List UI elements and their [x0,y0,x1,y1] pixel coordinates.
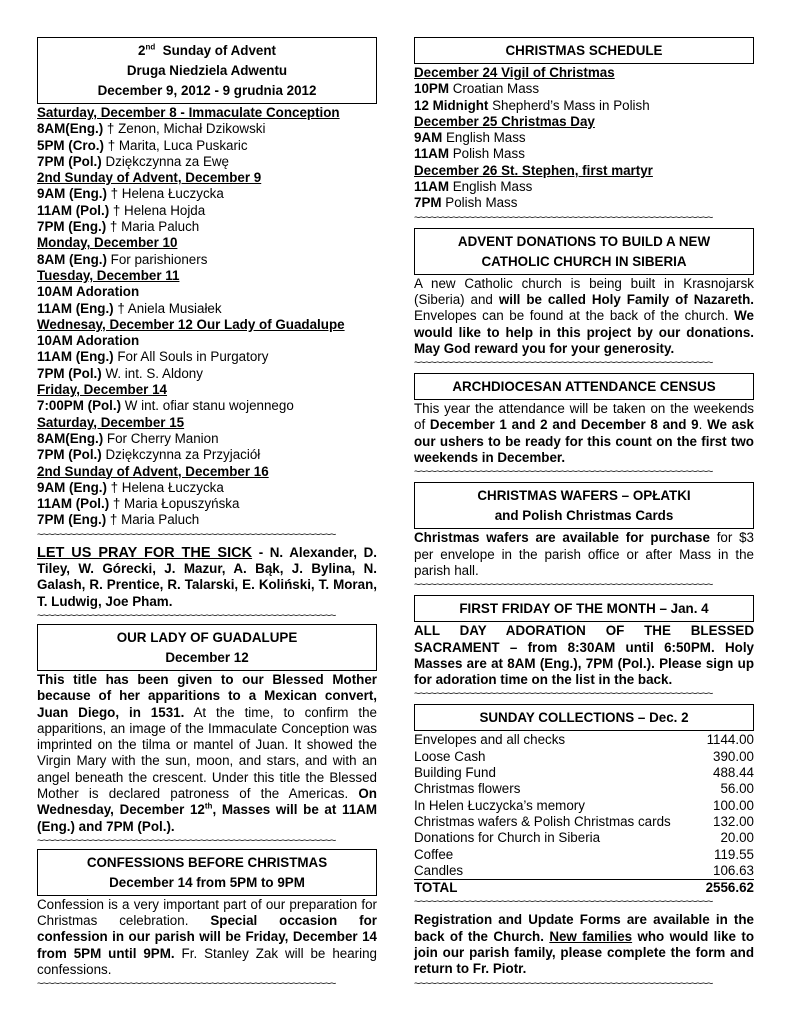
mass-intention: English Mass [448,179,533,195]
schedule-mass-line [37,496,377,512]
schedule-mass-line [37,349,377,365]
collection-row [414,830,754,846]
schedule-day-heading: 2nd Sunday of Advent, December 16 [37,463,269,479]
schedule-mass-line [37,480,377,496]
header-polish: Druga Niedziela Adwentu [126,63,288,78]
mass-time: 7PM (Pol.) [37,153,102,169]
total-label: TOTAL [414,880,700,897]
schedule-day-heading: Monday, December 10 [37,235,178,251]
divider: ~~~~~~~~~~~~~~~~~~~~~~~~~~~~~~~~~~~~~~~~~~~~~~~~~~~~~~~ [37,528,336,541]
divider: ~~~~~~~~~~~~~~~~~~~~~~~~~~~~~~~~~~~~~~~~~~~~~~~~~~~~~~~ [37,978,336,991]
mass-intention: Polish Mass [448,146,525,162]
collection-label: Loose Cash [414,748,486,764]
collections-title: SUNDAY COLLECTIONS – Dec. 2 [479,710,689,726]
mass-intention: † Helena Łuczycka [106,479,224,495]
collections-box [414,704,754,731]
collection-amount: 100.00 [713,797,754,813]
schedule-mass-line [37,186,377,202]
mass-intention: English Mass [442,130,526,146]
prayer-for-sick [37,545,377,610]
divider: ~~~~~~~~~~~~~~~~~~~~~~~~~~~~~~~~~~~~~~~~~~~~~~~~~~~~~~~ [37,609,336,622]
wafers-text: Christmas wafers are available for purchase for $3 per envelope in the parish office or after Mass in the parish hall. [414,530,754,578]
collection-label: In Helen Łuczycka’s memory [414,797,585,813]
mass-time: 7:00PM (Pol.) [37,398,122,414]
mass-intention: For Cherry Manion [103,430,219,446]
collection-amount: 20.00 [720,830,754,846]
mass-time: 11AM (Eng.) [37,300,114,316]
wafers-title-1: CHRISTMAS WAFERS – OPŁATKI [477,488,691,504]
mass-time: 8AM(Eng.) [37,121,104,137]
schedule-mass-line [414,179,754,195]
collection-label: Donations for Church in Siberia [414,830,601,846]
mass-intention: † Maria Paluch [106,512,200,528]
schedule-mass-line [37,252,377,268]
mass-time: 11AM (Pol.) [37,202,110,218]
collection-amount: 132.00 [713,813,754,829]
schedule-day-heading: Tuesday, December 11 [37,267,180,283]
schedule-mass-line [414,146,754,162]
divider: ~~~~~~~~~~~~~~~~~~~~~~~~~~~~~~~~~~~~~~~~~~~~~~~~~~~~~~~ [414,896,713,909]
mass-intention: † Maria Paluch [106,219,200,235]
mass-intention: W. int. S. Aldony [101,365,203,381]
schedule-day-heading: Saturday, December 15 [37,414,185,430]
collection-amount: 106.63 [713,862,754,878]
schedule-mass-line [414,98,754,114]
mass-time: 9AM (Eng.) [37,186,107,202]
mass-time: 7PM (Eng.) [37,512,107,528]
schedule-day-heading: December 26 St. Stephen, first martyr [414,162,653,178]
header-dates: December 9, 2012 - 9 grudnia 2012 [97,83,317,98]
schedule-mass-line [37,203,377,219]
christmas-schedule-box [414,37,754,64]
schedule-mass-line [37,301,377,317]
mass-time: 7PM [414,195,442,211]
mass-intention: Polish Mass [441,195,518,211]
wafers-title-2: and Polish Christmas Cards [494,508,674,524]
guadalupe-date: December 12 [165,649,249,665]
schedule-day-heading: December 25 Christmas Day [414,113,595,129]
collection-row [414,814,754,830]
siberia-box [414,228,754,275]
mass-time: 9AM (Eng.) [37,479,107,495]
mass-time: 11AM [414,146,449,162]
collection-row [414,781,754,797]
schedule-mass-line [37,333,377,349]
confessions-text: Confession is a very important part of our preparation for Christmas celebration. Special occasion for confession in our parish will be Friday, December 14 from 5PM until 9PM. Fr. Stanley Zak will be hearing confessions. [37,896,378,978]
collection-label: Candles [414,862,464,878]
mass-intention: † Helena Łuczycka [106,186,224,202]
mass-time: 7PM (Pol.) [37,365,102,381]
mass-intention: W int. ofiar stanu wojennego [121,398,294,414]
mass-time: 10PM [414,81,449,97]
schedule-mass-line [37,138,377,154]
sick-heading: LET US PRAY FOR THE SICK [37,544,253,561]
collection-amount: 119.55 [714,846,754,862]
siberia-text: A new Catholic church is being built in Krasnojarsk (Siberia) and will be called Holy Family of Nazareth. Envelopes can be found at the back of the church. We would like to help in this project by our donations. May God reward you for your generosity. [414,275,754,356]
mass-time: 11AM (Eng.) [37,349,114,365]
mass-intention: Shepherd’s Mass in Polish [488,97,650,113]
first-friday-text: ALL DAY ADORATION OF THE BLESSED SACRAMENT – from 8:30AM until 6:50PM. Holy Masses are at 8AM (Eng.), 7PM (Pol.). Please sign up for adoration time on the list in the back. [414,623,754,688]
schedule-mass-line [37,219,377,235]
christmas-schedule [414,65,754,212]
mass-intention: † Marita, Luca Puskaric [103,137,248,153]
divider: ~~~~~~~~~~~~~~~~~~~~~~~~~~~~~~~~~~~~~~~~~~~~~~~~~~~~~~~ [414,357,713,370]
collections-table [414,732,754,896]
schedule-mass-line [37,431,377,447]
collection-amount: 390.00 [713,748,754,764]
collection-amount: 56.00 [720,781,754,797]
schedule-mass-line [37,512,377,528]
collection-label: Christmas wafers & Polish Christmas cards [414,813,671,829]
siberia-title-1: ADVENT DONATIONS TO BUILD A NEW [457,233,711,249]
mass-intention: For All Souls in Purgatory [113,349,269,365]
header-box [37,37,377,104]
census-box [414,373,754,400]
mass-intention: † Zenon, Michał Dzikowski [103,121,266,137]
schedule-mass-line [414,195,754,211]
mass-intention: Dziękczynna za Ewę [101,153,229,169]
schedule-day-heading: Wednesay, December 12 Our Lady of Guadalupe [37,316,345,332]
schedule-mass-line [37,398,377,414]
mass-time: 8AM(Eng.) [37,430,104,446]
mass-time: 10AM Adoration [37,284,140,300]
collection-label: Christmas flowers [414,781,521,797]
mass-time: 10AM Adoration [37,333,140,349]
mass-time: 7PM (Eng.) [37,219,107,235]
mass-time: 11AM [414,179,449,195]
census-title: ARCHDIOCESAN ATTENDANCE CENSUS [452,379,716,395]
mass-time: 5PM (Cro.) [37,137,104,153]
guadalupe-text: This title has been given to our Blessed Mother because of her apparitions to a Mexican convert, Juan Diego, in 1531. At the time, to confirm the apparitions, an image of the Immaculate Conception was imprinted on the tilma or mantel of Juan. It showed the Virgin Mary with the sun, moon, and stars, and with an angel beneath the crescent. Under this title the Blessed Mother is declared patroness of the Americas. On Wednesday, December 12th, Masses will be at 11AM (Eng.) and 7PM (Pol.). [37,671,377,834]
mass-time: 12 Midnight [414,97,489,113]
schedule-mass-line [37,366,377,382]
divider: ~~~~~~~~~~~~~~~~~~~~~~~~~~~~~~~~~~~~~~~~~~~~~~~~~~~~~~~ [414,211,713,224]
schedule-mass-line [414,81,754,97]
mass-intention: † Maria Łopuszyńska [109,496,240,512]
guadalupe-title: OUR LADY OF GUADALUPE [116,629,298,645]
divider: ~~~~~~~~~~~~~~~~~~~~~~~~~~~~~~~~~~~~~~~~~~~~~~~~~~~~~~~ [414,466,713,479]
schedule-day-heading: Friday, December 14 [37,382,168,398]
registration-text: Registration and Update Forms are available in the back of the Church. New families who would like to join our parish family, please complete the form and return to Fr. Piotr. [414,912,754,977]
collection-row [414,765,754,781]
mass-time: 8AM (Eng.) [37,251,107,267]
first-friday-box [414,595,754,622]
mass-time: 7PM (Pol.) [37,447,102,463]
collection-amount: 488.44 [713,765,754,781]
schedule-mass-line [37,284,377,300]
confessions-box [37,849,377,896]
collection-row [414,863,754,880]
schedule-mass-line [37,121,377,137]
sick-names: - N. Alexander, D. Tiley, W. Górecki, J. Mazur, A. Bąk, J. Bylina, N. Galash, R. Prentice, R. Talarski, E. Koliński, T. Moran, T. Ludwig, Joe Pham. [37,544,377,609]
collection-row [414,847,754,863]
collections-total-row [414,880,754,897]
divider: ~~~~~~~~~~~~~~~~~~~~~~~~~~~~~~~~~~~~~~~~~~~~~~~~~~~~~~~ [414,977,713,990]
schedule-day-heading: 2nd Sunday of Advent, December 9 [37,170,262,186]
mass-intention: Dziękczynna za Przyjaciół [101,447,261,463]
collection-amount: 1144.00 [706,732,754,748]
collection-label: Envelopes and all checks [414,732,566,748]
total-amount: 2556.62 [700,880,754,897]
mass-time: 11AM (Pol.) [37,496,110,512]
confessions-title: CONFESSIONS BEFORE CHRISTMAS [86,854,328,870]
mass-intention: For parishioners [106,251,208,267]
left-column [37,37,377,990]
collection-label: Coffee [414,846,454,862]
divider: ~~~~~~~~~~~~~~~~~~~~~~~~~~~~~~~~~~~~~~~~~~~~~~~~~~~~~~~ [37,834,336,847]
christmas-title: CHRISTMAS SCHEDULE [505,43,663,58]
schedule-mass-line [37,447,377,463]
first-friday-title: FIRST FRIDAY OF THE MONTH – Jan. 4 [459,601,709,617]
collection-row [414,798,754,814]
divider: ~~~~~~~~~~~~~~~~~~~~~~~~~~~~~~~~~~~~~~~~~~~~~~~~~~~~~~~ [414,688,713,701]
collection-label: Building Fund [414,765,496,781]
mass-intention: Croatian Mass [448,81,540,97]
mass-intention: † Helena Hojda [109,202,206,218]
guadalupe-box [37,624,377,671]
census-text: This year the attendance will be taken on the weekends of December 1 and 2 and December 8 and 9. We ask our ushers to be ready for this count on the first two weekends in December. [414,401,755,466]
right-column [414,37,754,990]
collection-row [414,749,754,765]
siberia-title-2: CATHOLIC CHURCH IN SIBERIA [481,253,687,269]
schedule-mass-line [414,130,754,146]
collection-row [414,732,754,748]
divider: ~~~~~~~~~~~~~~~~~~~~~~~~~~~~~~~~~~~~~~~~~~~~~~~~~~~~~~~ [414,579,713,592]
confessions-subtitle: December 14 from 5PM to 9PM [109,874,305,890]
schedule-day-heading: December 24 Vigil of Christmas [414,65,615,80]
mass-time: 9AM [414,130,443,146]
weekly-schedule [37,105,377,529]
schedule-mass-line [37,154,377,170]
header-title: 2nd Sunday of Advent [137,42,277,58]
schedule-day-heading: Saturday, December 8 - Immaculate Conception [37,105,340,120]
mass-intention: † Aniela Musiałek [113,300,222,316]
wafers-box [414,482,754,529]
